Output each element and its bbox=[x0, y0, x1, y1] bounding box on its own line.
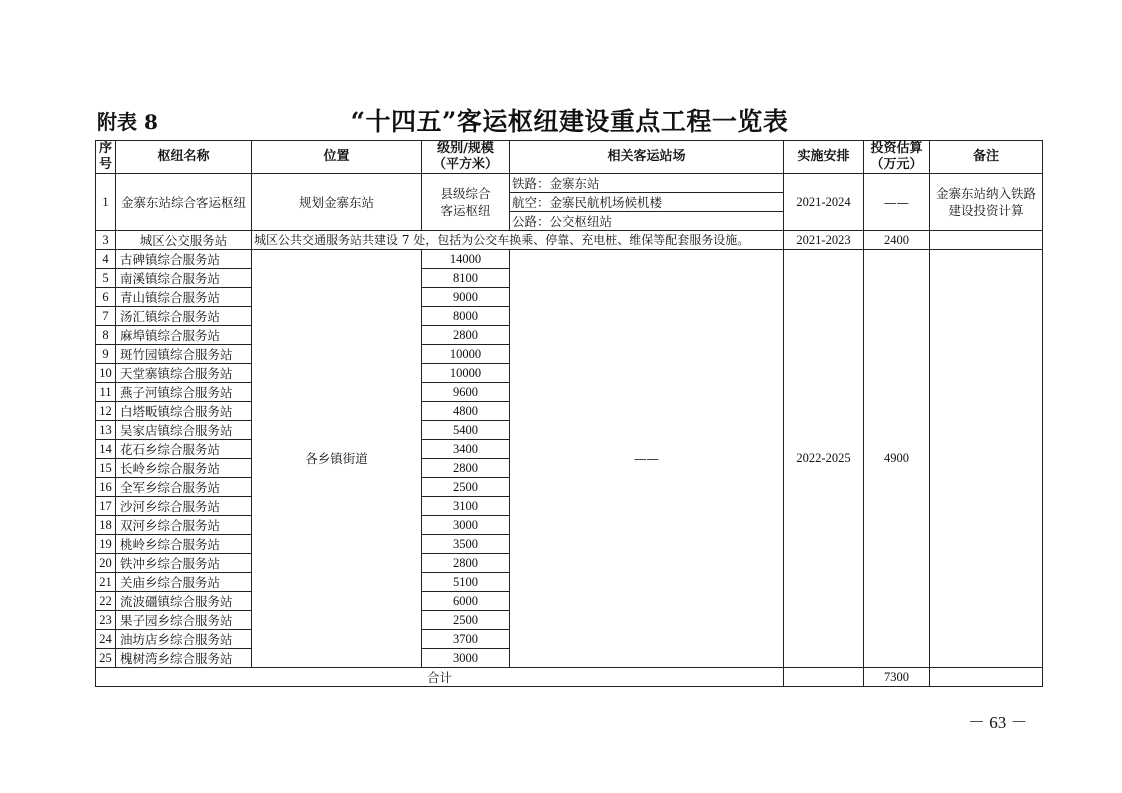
row-location: 规划金寨东站 bbox=[252, 174, 422, 231]
row-hub-name: 城区公交服务站 bbox=[116, 231, 252, 250]
row-hub-name: 油坊店乡综合服务站 bbox=[116, 630, 252, 649]
row-scale: 县级综合 客运枢纽 bbox=[422, 174, 510, 231]
row-hub-name: 花石乡综合服务站 bbox=[116, 440, 252, 459]
row-seq: 19 bbox=[96, 535, 116, 554]
row-hub-name: 金寨东站综合客运枢纽 bbox=[116, 174, 252, 231]
row-seq: 23 bbox=[96, 611, 116, 630]
row-seq: 6 bbox=[96, 288, 116, 307]
row-seq: 9 bbox=[96, 345, 116, 364]
table-row bbox=[96, 250, 1043, 269]
row-hub-name: 麻埠镇综合服务站 bbox=[116, 326, 252, 345]
total-row bbox=[96, 668, 1043, 687]
row-description: 城区公共交通服务站共建设 7 处，包括为公交车换乘、停靠、充电桩、维保等配套服务设施。 bbox=[252, 231, 784, 250]
table-row bbox=[96, 231, 1043, 250]
row-remark-empty bbox=[930, 231, 1043, 250]
group-location: 各乡镇街道 bbox=[252, 250, 422, 668]
col-header-schedule: 实施安排 bbox=[784, 141, 864, 174]
row-scale: 9600 bbox=[422, 383, 510, 402]
row-seq: 25 bbox=[96, 649, 116, 668]
station-air: 航空：金寨民航机场候机楼 bbox=[510, 193, 784, 212]
document-header bbox=[97, 102, 1042, 136]
row-scale: 3100 bbox=[422, 497, 510, 516]
row-seq: 13 bbox=[96, 421, 116, 440]
row-scale: 10000 bbox=[422, 345, 510, 364]
row-scale: 2500 bbox=[422, 478, 510, 497]
row-seq: 8 bbox=[96, 326, 116, 345]
row-scale: 3000 bbox=[422, 649, 510, 668]
row-scale: 14000 bbox=[422, 250, 510, 269]
row-seq: 22 bbox=[96, 592, 116, 611]
row-seq: 11 bbox=[96, 383, 116, 402]
row-hub-name: 吴家店镇综合服务站 bbox=[116, 421, 252, 440]
row-seq: 18 bbox=[96, 516, 116, 535]
row-hub-name: 沙河乡综合服务站 bbox=[116, 497, 252, 516]
row-scale: 3000 bbox=[422, 516, 510, 535]
row-seq: 17 bbox=[96, 497, 116, 516]
row-seq: 20 bbox=[96, 554, 116, 573]
row-hub-name: 全军乡综合服务站 bbox=[116, 478, 252, 497]
row-seq: 4 bbox=[96, 250, 116, 269]
row-scale: 3500 bbox=[422, 535, 510, 554]
row-seq: 14 bbox=[96, 440, 116, 459]
row-scale: 2800 bbox=[422, 326, 510, 345]
row-hub-name: 南溪镇综合服务站 bbox=[116, 269, 252, 288]
row-scale: 4800 bbox=[422, 402, 510, 421]
row-invest: 2400 bbox=[864, 231, 930, 250]
row-scale: 6000 bbox=[422, 592, 510, 611]
row-seq: 16 bbox=[96, 478, 116, 497]
header-row bbox=[96, 141, 1043, 174]
station-road: 公路：公交枢纽站 bbox=[510, 212, 784, 231]
row-hub-name: 长岭乡综合服务站 bbox=[116, 459, 252, 478]
row-hub-name: 斑竹园镇综合服务站 bbox=[116, 345, 252, 364]
total-schedule-empty bbox=[784, 668, 864, 687]
row-scale: 5100 bbox=[422, 573, 510, 592]
page-title: “十四五”客运枢纽建设重点工程一览表 bbox=[350, 107, 789, 136]
col-header-location: 位置 bbox=[252, 141, 422, 174]
row-schedule: 2021-2023 bbox=[784, 231, 864, 250]
row-hub-name: 双河乡综合服务站 bbox=[116, 516, 252, 535]
col-header-seq: 序 号 bbox=[96, 141, 116, 174]
row-schedule: 2021-2024 bbox=[784, 174, 864, 231]
row-hub-name: 白塔畈镇综合服务站 bbox=[116, 402, 252, 421]
total-remark-empty bbox=[930, 668, 1043, 687]
total-invest: 7300 bbox=[864, 668, 930, 687]
row-seq: 12 bbox=[96, 402, 116, 421]
row-scale: 2800 bbox=[422, 554, 510, 573]
row-hub-name: 关庙乡综合服务站 bbox=[116, 573, 252, 592]
row-scale: 8100 bbox=[422, 269, 510, 288]
row-hub-name: 燕子河镇综合服务站 bbox=[116, 383, 252, 402]
row-hub-name: 流波礓镇综合服务站 bbox=[116, 592, 252, 611]
row-hub-name: 果子园乡综合服务站 bbox=[116, 611, 252, 630]
page-number: － 63 － bbox=[968, 713, 1028, 732]
row-remark: 金寨东站纳入铁路 建设投资计算 bbox=[930, 174, 1043, 231]
row-hub-name: 铁冲乡综合服务站 bbox=[116, 554, 252, 573]
group-remark-empty bbox=[930, 250, 1043, 668]
total-label: 合计 bbox=[96, 668, 784, 687]
row-seq: 21 bbox=[96, 573, 116, 592]
row-invest: —— bbox=[864, 174, 930, 231]
row-scale: 2800 bbox=[422, 459, 510, 478]
col-header-invest: 投资估算 （万元） bbox=[864, 141, 930, 174]
row-scale: 3400 bbox=[422, 440, 510, 459]
row-hub-name: 天堂寨镇综合服务站 bbox=[116, 364, 252, 383]
col-header-remark: 备注 bbox=[930, 141, 1043, 174]
row-scale: 8000 bbox=[422, 307, 510, 326]
row-seq: 5 bbox=[96, 269, 116, 288]
table-row bbox=[96, 174, 1043, 193]
col-header-stations: 相关客运站场 bbox=[510, 141, 784, 174]
group-schedule: 2022-2025 bbox=[784, 250, 864, 668]
row-seq: 1 bbox=[96, 174, 116, 231]
group-stations: —— bbox=[510, 250, 784, 668]
col-header-name: 枢纽名称 bbox=[116, 141, 252, 174]
row-seq: 3 bbox=[96, 231, 116, 250]
row-scale: 2500 bbox=[422, 611, 510, 630]
station-rail: 铁路：金寨东站 bbox=[510, 174, 784, 193]
hub-projects-table bbox=[95, 140, 1043, 687]
row-scale: 5400 bbox=[422, 421, 510, 440]
row-scale: 3700 bbox=[422, 630, 510, 649]
row-hub-name: 槐树湾乡综合服务站 bbox=[116, 649, 252, 668]
row-hub-name: 古碑镇综合服务站 bbox=[116, 250, 252, 269]
row-scale: 9000 bbox=[422, 288, 510, 307]
row-seq: 15 bbox=[96, 459, 116, 478]
appendix-label: 附表 8 bbox=[97, 110, 158, 134]
row-seq: 7 bbox=[96, 307, 116, 326]
row-hub-name: 桃岭乡综合服务站 bbox=[116, 535, 252, 554]
row-hub-name: 汤汇镇综合服务站 bbox=[116, 307, 252, 326]
col-header-scale: 级别/规模 （平方米） bbox=[422, 141, 510, 174]
row-scale: 10000 bbox=[422, 364, 510, 383]
row-seq: 24 bbox=[96, 630, 116, 649]
row-seq: 10 bbox=[96, 364, 116, 383]
group-invest: 4900 bbox=[864, 250, 930, 668]
row-hub-name: 青山镇综合服务站 bbox=[116, 288, 252, 307]
